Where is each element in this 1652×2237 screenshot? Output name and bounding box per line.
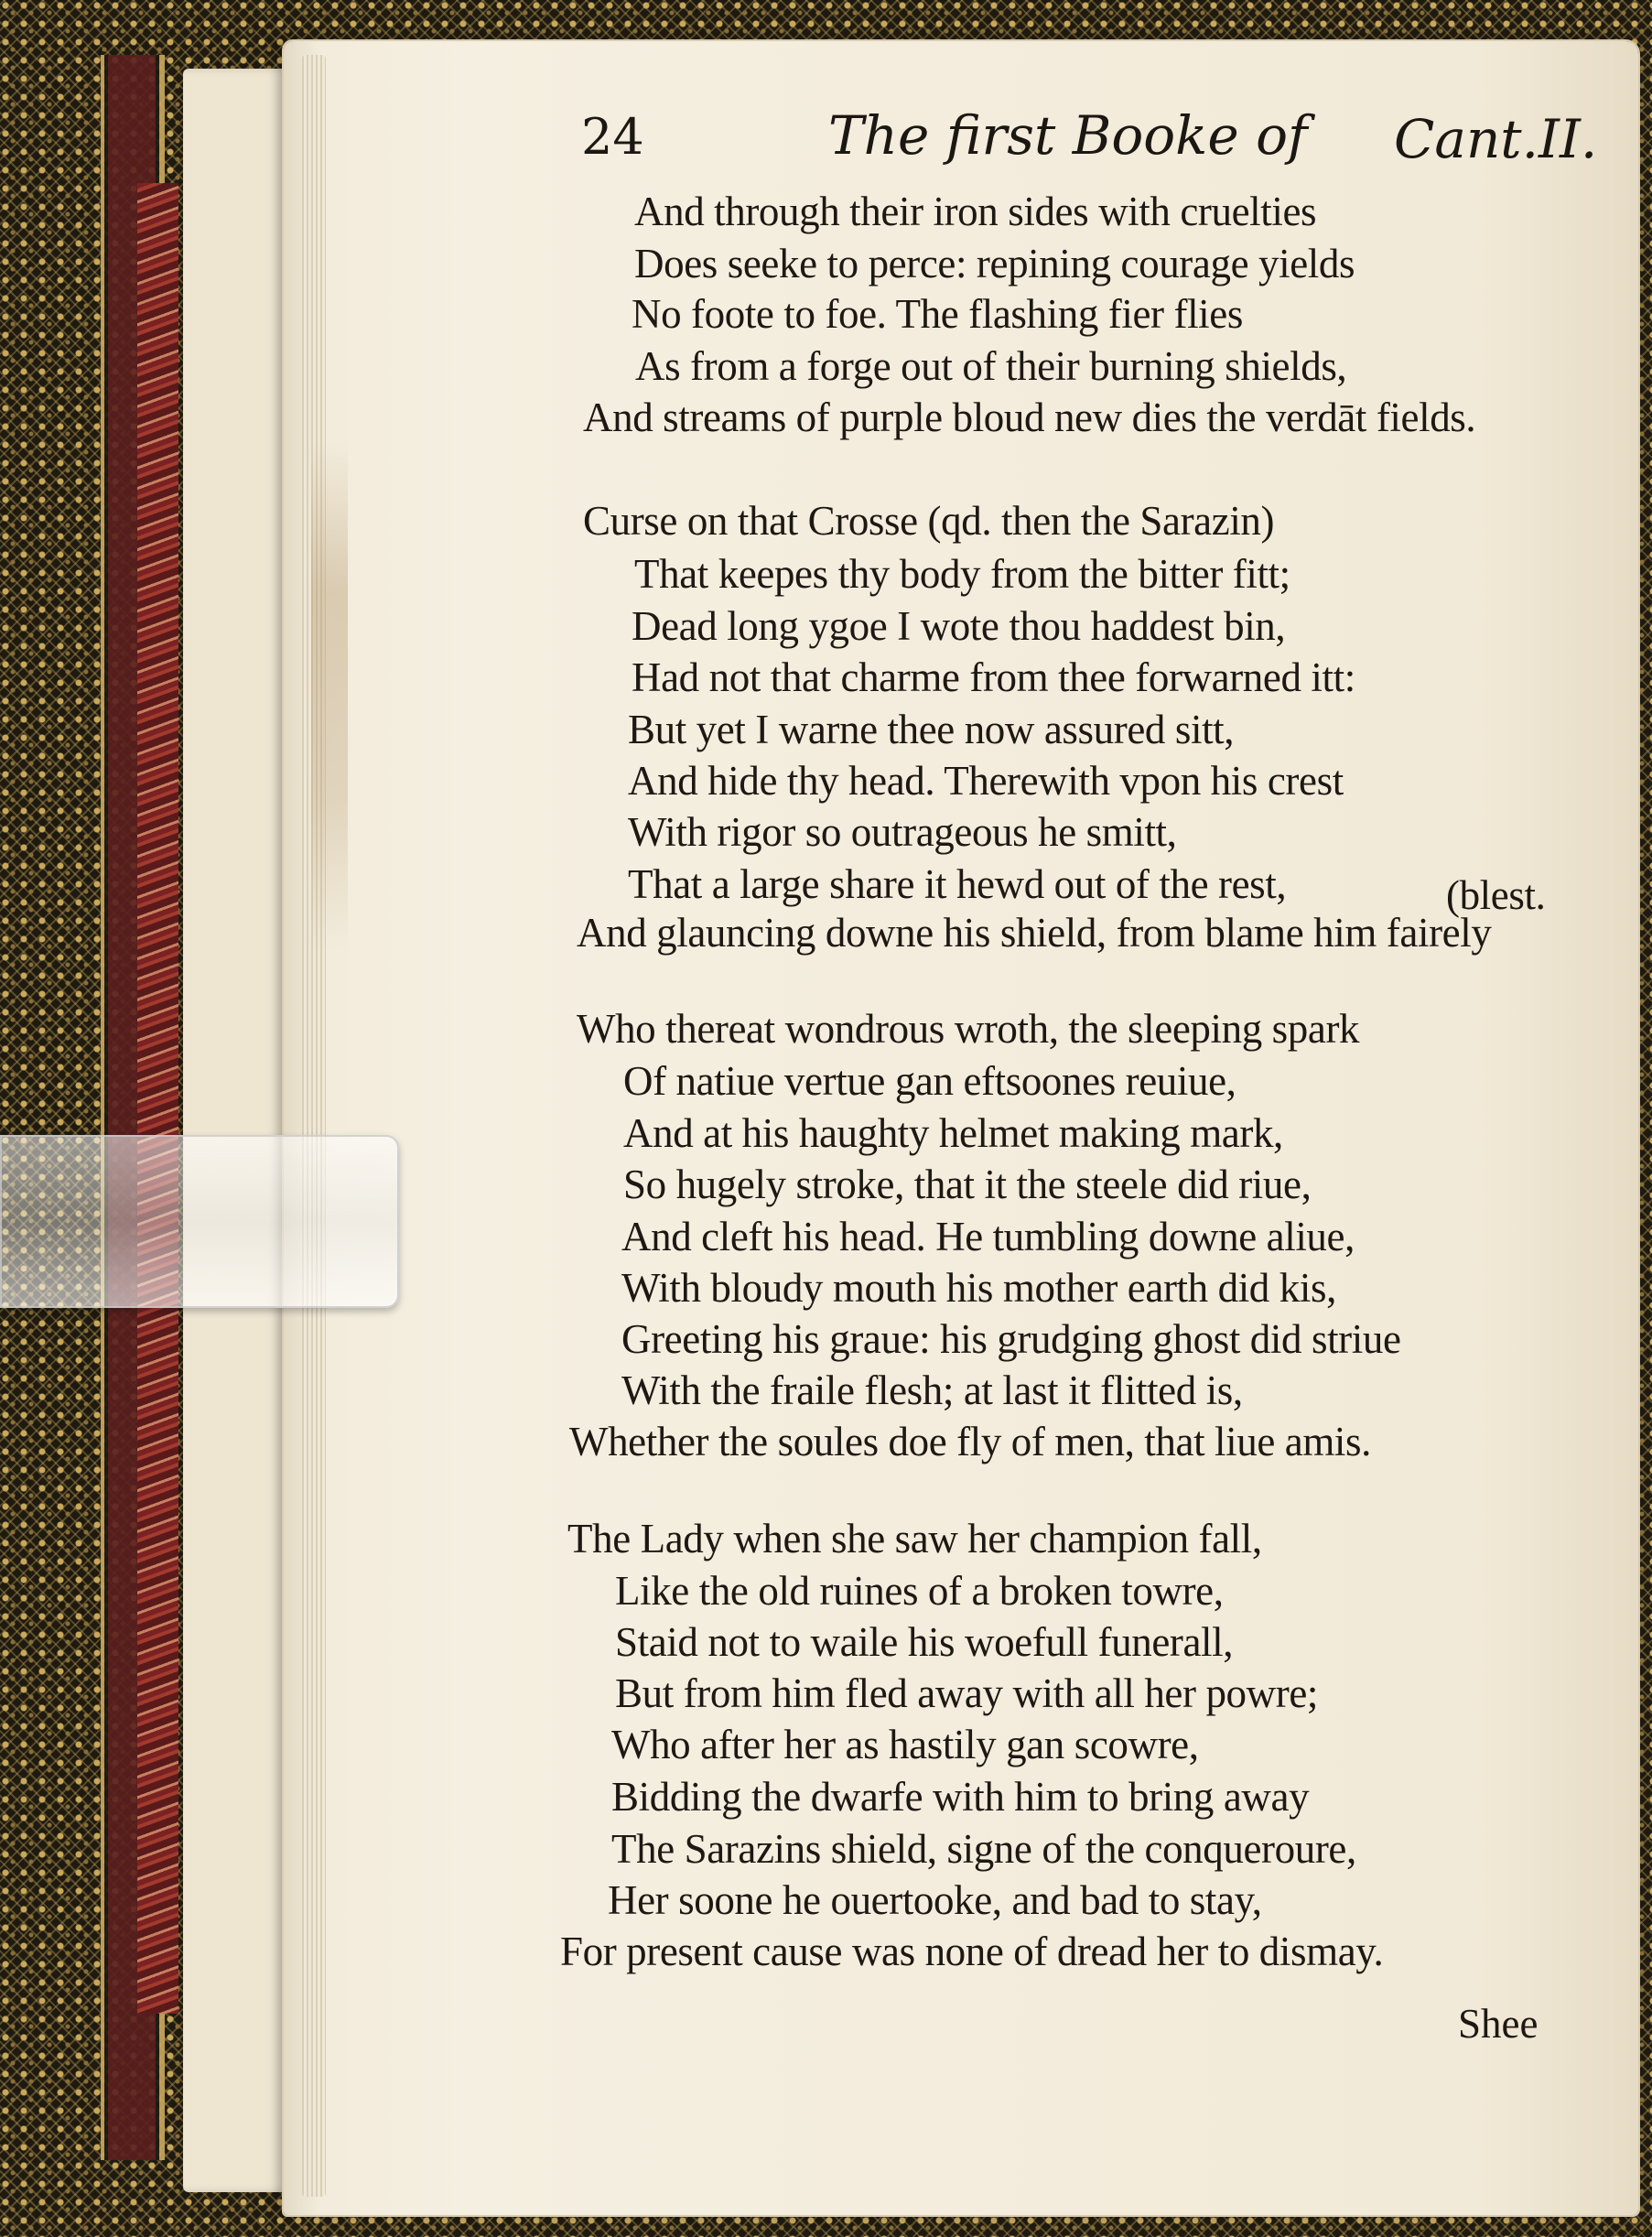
verse-line: And streams of purple bloud new dies the verdāt fields. — [583, 394, 1476, 440]
verse-line: That a large share it hewd out of the rest, — [628, 861, 1287, 907]
verse-line: Greeting his graue: his grudging ghost did striue — [621, 1316, 1401, 1362]
verse-line: Of natiue vertue gan eftsoones reuiue, — [623, 1058, 1236, 1104]
page-stain — [311, 439, 348, 952]
running-title: The first Booke of — [828, 104, 1308, 167]
verse-line: And glauncing downe his shield, from blame him fairely — [577, 910, 1492, 956]
canto-label: Cant.II. — [1394, 108, 1598, 170]
page-edges — [302, 55, 326, 2197]
verse-line: And cleft his head. He tumbling downe aliue, — [621, 1214, 1355, 1259]
verse-line: Dead long ygoe I wote thou haddest bin, — [632, 603, 1286, 649]
verse-line: Bidding the dwarfe with him to bring away — [611, 1774, 1310, 1820]
verse-line: Staid not to waile his woefull funerall, — [615, 1619, 1234, 1665]
verse-line: With bloudy mouth his mother earth did kis, — [621, 1265, 1336, 1311]
page-number: 24 — [581, 108, 644, 166]
verse-line: Does seeke to perce: repining courage yields — [634, 241, 1355, 286]
verse-line: But from him fled away with all her powre; — [615, 1670, 1318, 1716]
verse-line: With the fraile flesh; at last it flitted is, — [621, 1367, 1243, 1413]
verse-line: Curse on that Crosse (qd. then the Sarazin) — [583, 498, 1275, 544]
verse-line: Who after her as hastily gan scowre, — [611, 1722, 1199, 1767]
verse-line: For present cause was none of dread her to dismay. — [560, 1929, 1384, 1974]
verse-line: The Lady when she saw her champion fall, — [567, 1516, 1262, 1562]
clear-bookmark-strip[interactable] — [0, 1135, 399, 1308]
verse-line: Who thereat wondrous wroth, the sleeping spark — [577, 1006, 1360, 1052]
verse-line: Whether the soules doe fly of men, that liue amis. — [569, 1419, 1372, 1464]
verse-line: Like the old ruines of a broken towre, — [615, 1568, 1224, 1614]
verse-line: Her soone he ouertooke, and bad to stay, — [608, 1877, 1262, 1923]
verse-line: But yet I warne thee now assured sitt, — [628, 707, 1235, 752]
verse-line: So hugely stroke, that it the steele did riue, — [623, 1162, 1312, 1207]
verse-line: And at his haughty helmet making mark, — [623, 1110, 1283, 1156]
verse-line: And hide thy head. Therewith vpon his crest — [628, 758, 1344, 804]
verse-line: No foote to foe. The flashing fier flies — [632, 291, 1243, 337]
verse-line: That keepes thy body from the bitter fitt; — [634, 551, 1290, 597]
verse-line: Had not that charme from thee forwarned itt: — [632, 654, 1355, 700]
marbled-endpaper — [137, 183, 178, 2014]
verse-line: The Sarazins shield, signe of the conqueroure, — [611, 1826, 1356, 1872]
verse-line: And through their iron sides with cruelties — [634, 189, 1317, 234]
verse-line: With rigor so outrageous he smitt, — [628, 809, 1177, 855]
verse-line: As from a forge out of their burning shields, — [635, 343, 1347, 389]
catchword: Shee — [1458, 2001, 1539, 2047]
verse-line-turnover: (blest. — [1446, 872, 1546, 918]
